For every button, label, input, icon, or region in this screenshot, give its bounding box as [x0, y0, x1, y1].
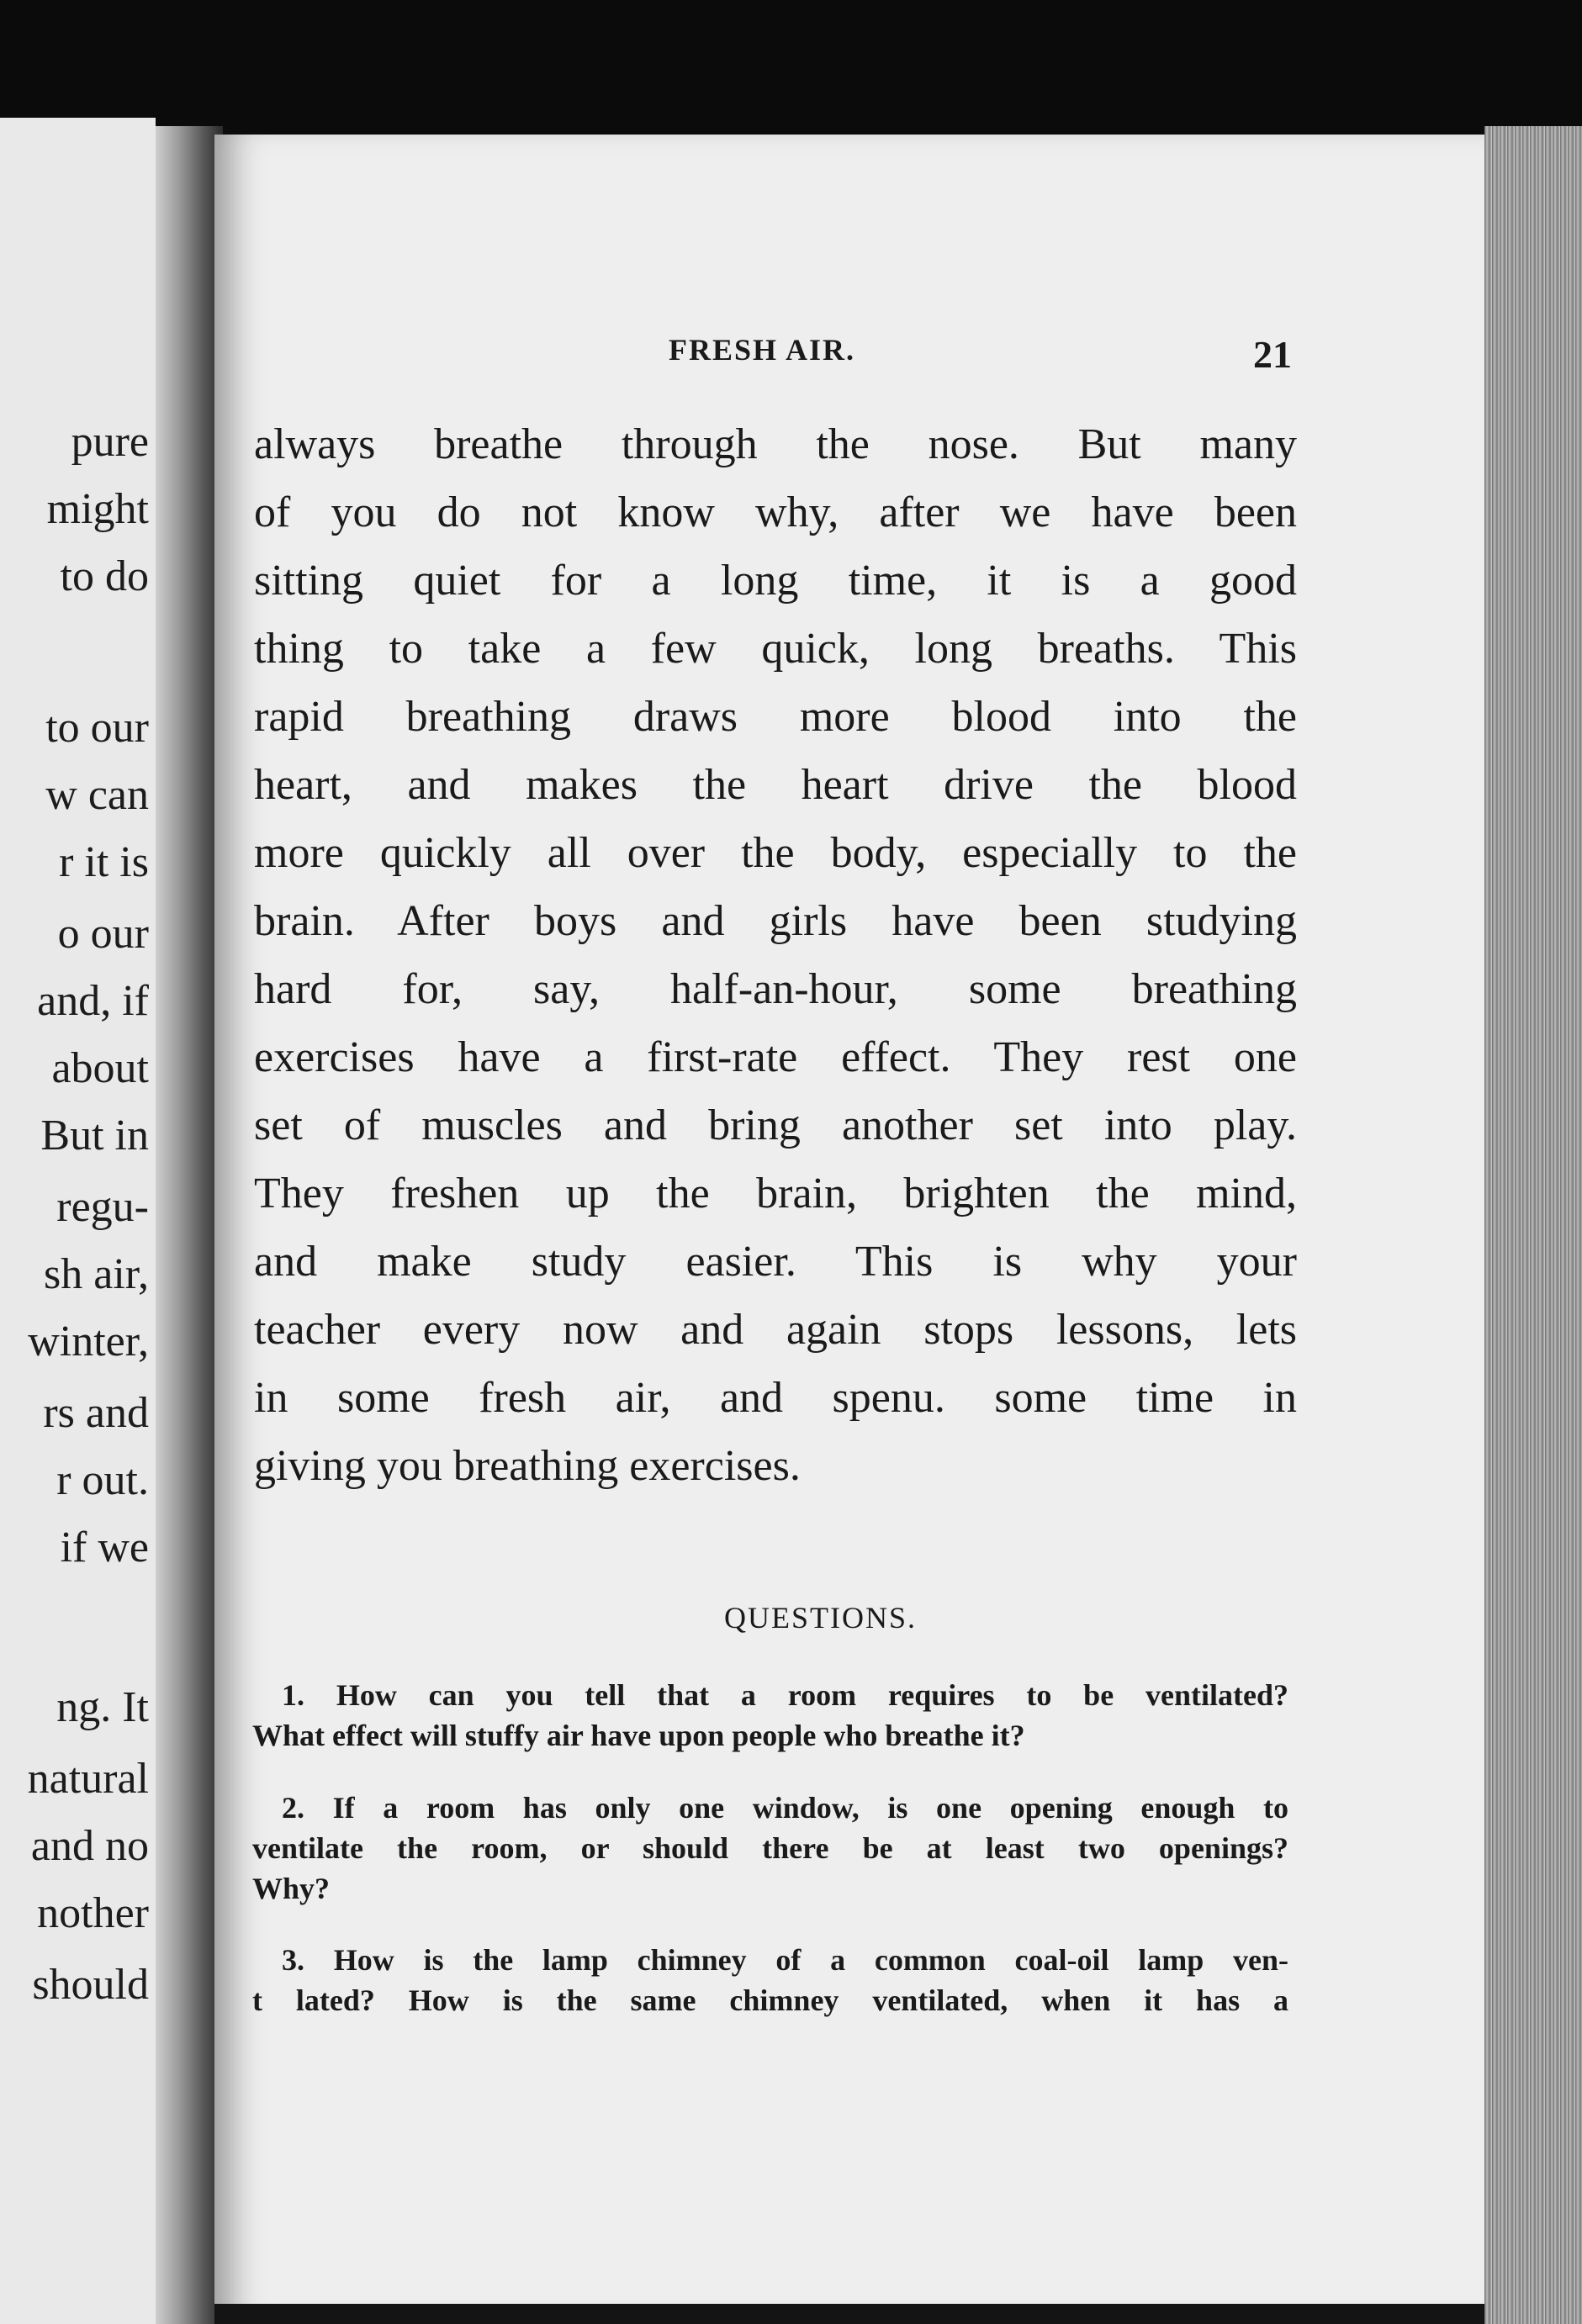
left-page-line-fragment: r out. [56, 1456, 149, 1504]
page-number: 21 [1253, 333, 1292, 376]
scan-bottom-shadow [214, 2304, 1484, 2324]
left-page-line-fragment: if we [60, 1524, 149, 1571]
running-head: FRESH AIR. [669, 333, 856, 367]
question-line: ventilate the room, or should there be at least two openings? [252, 1831, 1288, 1865]
left-page-line-fragment: and, if [37, 977, 149, 1025]
body-line: thing to take a few quick, long breaths. This [254, 625, 1297, 673]
left-page-line-fragment: nother [37, 1889, 149, 1937]
left-page-line-fragment: and no [30, 1822, 149, 1870]
body-line: hard for, say, half-an-hour, some breathing [254, 965, 1297, 1013]
body-line: more quickly all over the body, especially to the [254, 829, 1297, 877]
left-page-line-fragment: w can [45, 771, 149, 819]
body-line: and make study easier. This is why your [254, 1238, 1297, 1286]
left-page-line-fragment: to our [45, 704, 149, 752]
left-page-line-fragment: r it is [59, 838, 149, 886]
left-page-line-fragment: sh air, [44, 1250, 149, 1298]
body-line: rapid breathing draws more blood into the [254, 693, 1297, 741]
left-page-line-fragment: winter, [28, 1318, 149, 1365]
left-page-line-fragment: o our [57, 910, 149, 958]
question-line: 1. How can you tell that a room requires to be ventilated? [282, 1678, 1288, 1712]
left-page-line-fragment: natural [27, 1755, 149, 1803]
body-line: They freshen up the brain, brighten the mind, [254, 1170, 1297, 1217]
left-page-line-fragment: But in [40, 1112, 149, 1159]
left-page-line-fragment: about [51, 1044, 149, 1092]
question-line: 2. If a room has only one window, is one opening enough to [282, 1791, 1288, 1825]
question-line: What effect will stuffy air have upon people who breathe it? [252, 1719, 1025, 1752]
left-page-line-fragment: pure [71, 418, 149, 466]
left-facing-page [0, 118, 156, 2324]
left-page-line-fragment: might [46, 485, 149, 533]
body-line: giving you breathing exercises. [254, 1442, 801, 1490]
body-line: brain. After boys and girls have been studying [254, 897, 1297, 945]
body-line: teacher every now and again stops lessons, lets [254, 1306, 1297, 1354]
page-fore-edge [1484, 126, 1582, 2324]
body-line: in some fresh air, and spenu. some time in [254, 1374, 1297, 1422]
body-line: sitting quiet for a long time, it is a good [254, 557, 1297, 605]
question-line: Why? [252, 1872, 331, 1905]
body-line: heart, and makes the heart drive the blood [254, 761, 1297, 809]
question-line: 3. How is the lamp chimney of a common coal-oil lamp ven- [282, 1943, 1288, 1977]
left-page-line-fragment: rs and [43, 1389, 149, 1437]
questions-heading [0, 1600, 1582, 1635]
body-line: set of muscles and bring another set into play. [254, 1101, 1297, 1149]
left-page-line-fragment: ng. It [56, 1683, 149, 1731]
questions-heading-text: QUESTIONS. [723, 1601, 917, 1635]
body-line: of you do not know why, after we have been [254, 489, 1297, 536]
left-page-line-fragment: should [32, 1961, 149, 2009]
left-page-line-fragment: regu- [56, 1183, 149, 1231]
body-line: exercises have a first-rate effect. They rest one [254, 1033, 1297, 1081]
body-line: always breathe through the nose. But many [254, 420, 1297, 468]
left-page-line-fragment: to do [60, 552, 149, 600]
book-gutter [156, 126, 223, 2324]
question-line: t lated? How is the same chimney ventilated, when it has a [252, 1983, 1288, 2017]
